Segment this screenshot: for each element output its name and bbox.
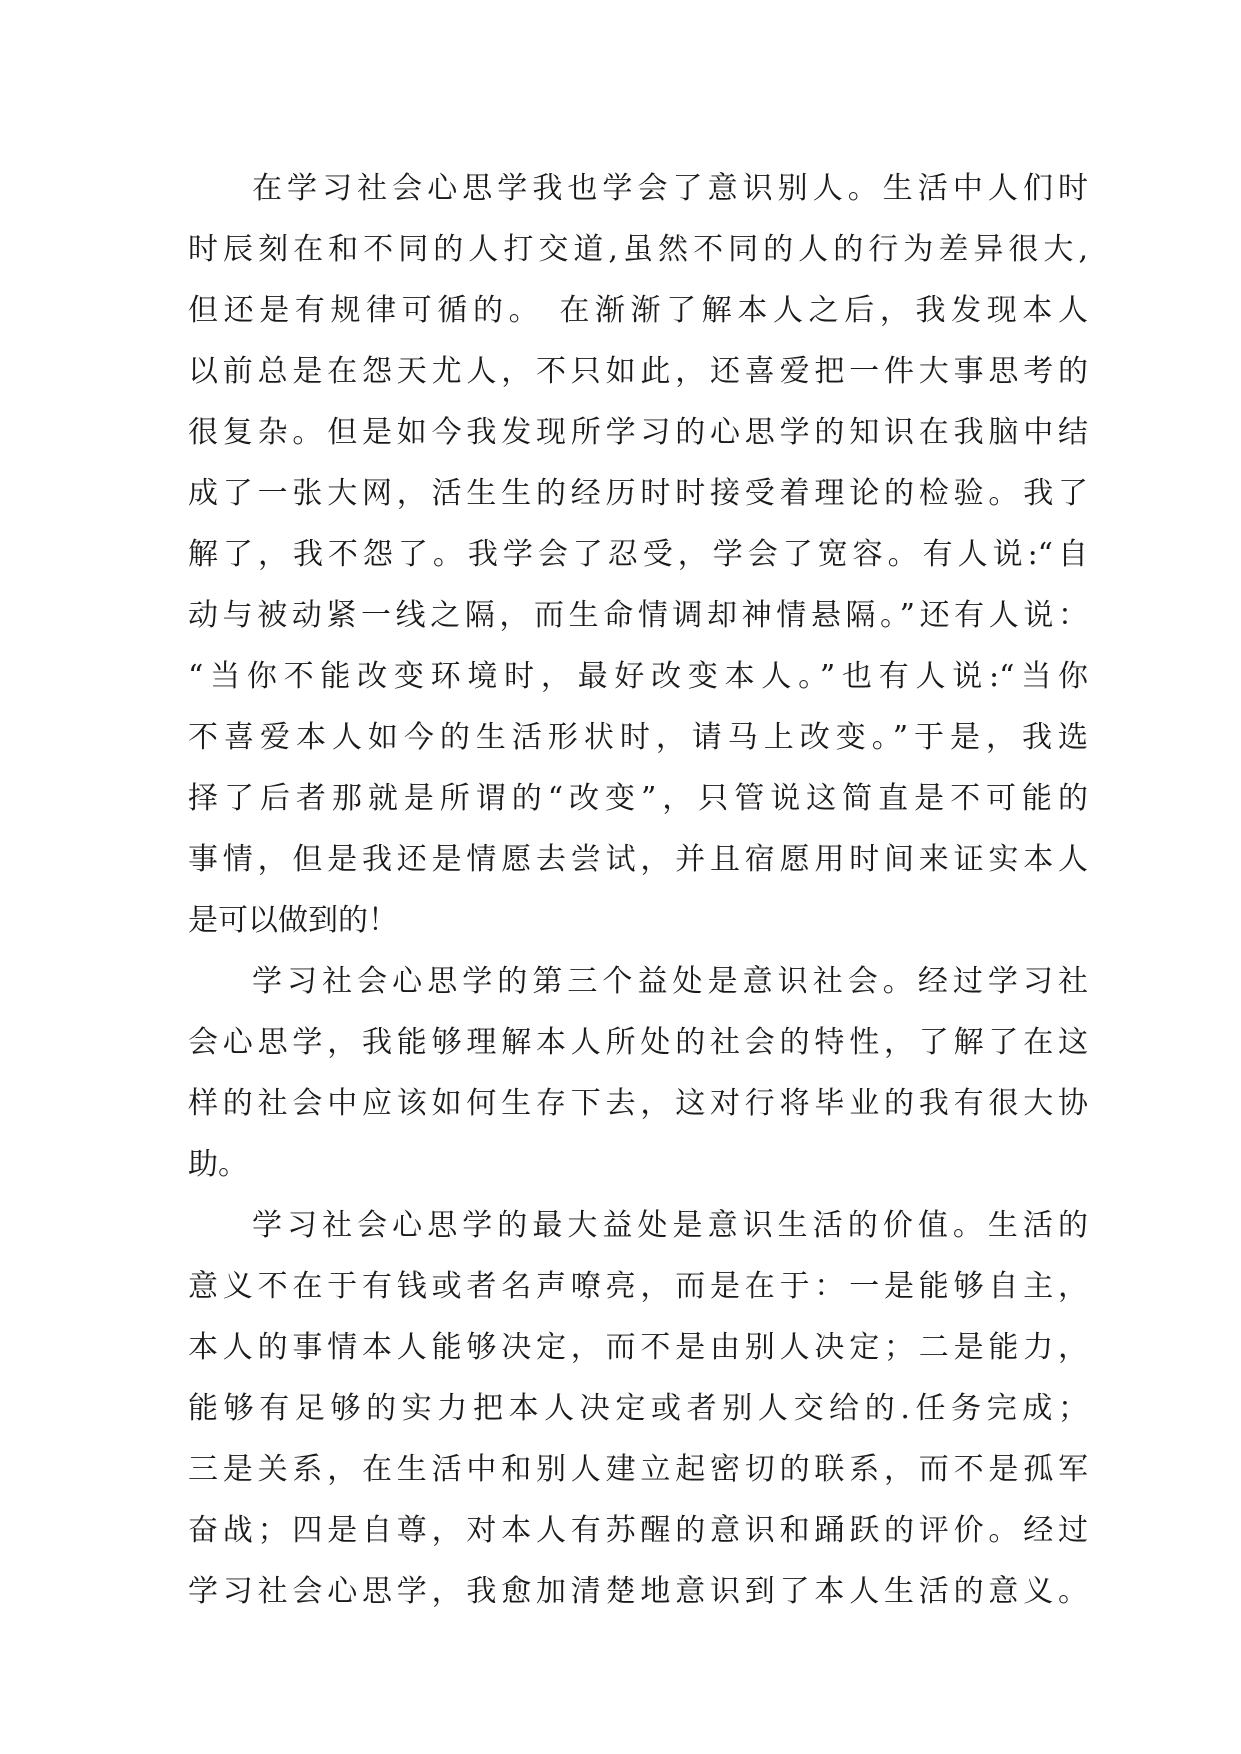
- paragraph-1-line: 择了后者那就是所谓的“改变”，只管说这简直是不可能的: [188, 781, 1088, 816]
- paragraph-3-line: 本人的事情本人能够决定，而不是由别人决定；二是能力，: [188, 1330, 1088, 1365]
- paragraph-1-line: 是可以做到的！: [188, 903, 398, 938]
- paragraph-2-line: 学习社会心思学的第三个益处是意识社会。经过学习社: [252, 964, 1088, 999]
- paragraph-3-line: 奋战；四是自尊，对本人有苏醒的意识和踊跃的评价。经过: [188, 1513, 1088, 1548]
- paragraph-1-line: 在学习社会心思学我也学会了意识别人。生活中人们时: [252, 171, 1088, 206]
- paragraph-1-line: 但还是有规律可循的。 在渐渐了解本人之后，我发现本人: [188, 293, 1088, 328]
- paragraph-1-line: 时辰刻在和不同的人打交道,虽然不同的人的行为差异很大,: [188, 232, 1088, 267]
- paragraph-1-line: 不喜爱本人如今的生活形状时，请马上改变。”于是，我选: [188, 720, 1088, 755]
- paragraph-1-line: 成了一张大网，活生生的经历时时接受着理论的检验。我了: [188, 476, 1088, 511]
- paragraph-1-line: 动与被动紧一线之隔，而生命情调却神情悬隔。”还有人说：: [188, 598, 1088, 633]
- body-text: [188, 158, 1088, 1622]
- paragraph-1-line: 解了，我不怨了。我学会了忍受，学会了宽容。有人说:“自: [188, 537, 1088, 572]
- paragraph-1-line: 很复杂。但是如今我发现所学习的心思学的知识在我脑中结: [188, 415, 1088, 450]
- paragraph-1-line: 以前总是在怨天尤人，不只如此，还喜爱把一件大事思考的: [188, 354, 1088, 389]
- paragraph-3-line: 意义不在于有钱或者名声嘹亮，而是在于：一是能够自主，: [188, 1269, 1088, 1304]
- paragraph-3-line: 学习社会心思学，我愈加清楚地意识到了本人生活的意义。: [188, 1574, 1088, 1609]
- paragraph-2-line: 样的社会中应该如何生存下去，这对行将毕业的我有很大协: [188, 1086, 1088, 1121]
- paragraph-2-line: 助。: [188, 1147, 248, 1182]
- paragraph-2-line: 会心思学，我能够理解本人所处的社会的特性，了解了在这: [188, 1025, 1088, 1060]
- paragraph-1-line: 事情，但是我还是情愿去尝试，并且宿愿用时间来证实本人: [188, 842, 1088, 877]
- paragraph-1-line: “当你不能改变环境时，最好改变本人。”也有人说:“当你: [188, 659, 1088, 694]
- paragraph-3-line: 三是关系，在生活中和别人建立起密切的联系，而不是孤军: [188, 1452, 1088, 1487]
- paragraph-3-line: 学习社会心思学的最大益处是意识生活的价值。生活的: [252, 1208, 1088, 1243]
- paragraph-3-line: 能够有足够的实力把本人决定或者别人交给的.任务完成；: [188, 1391, 1088, 1426]
